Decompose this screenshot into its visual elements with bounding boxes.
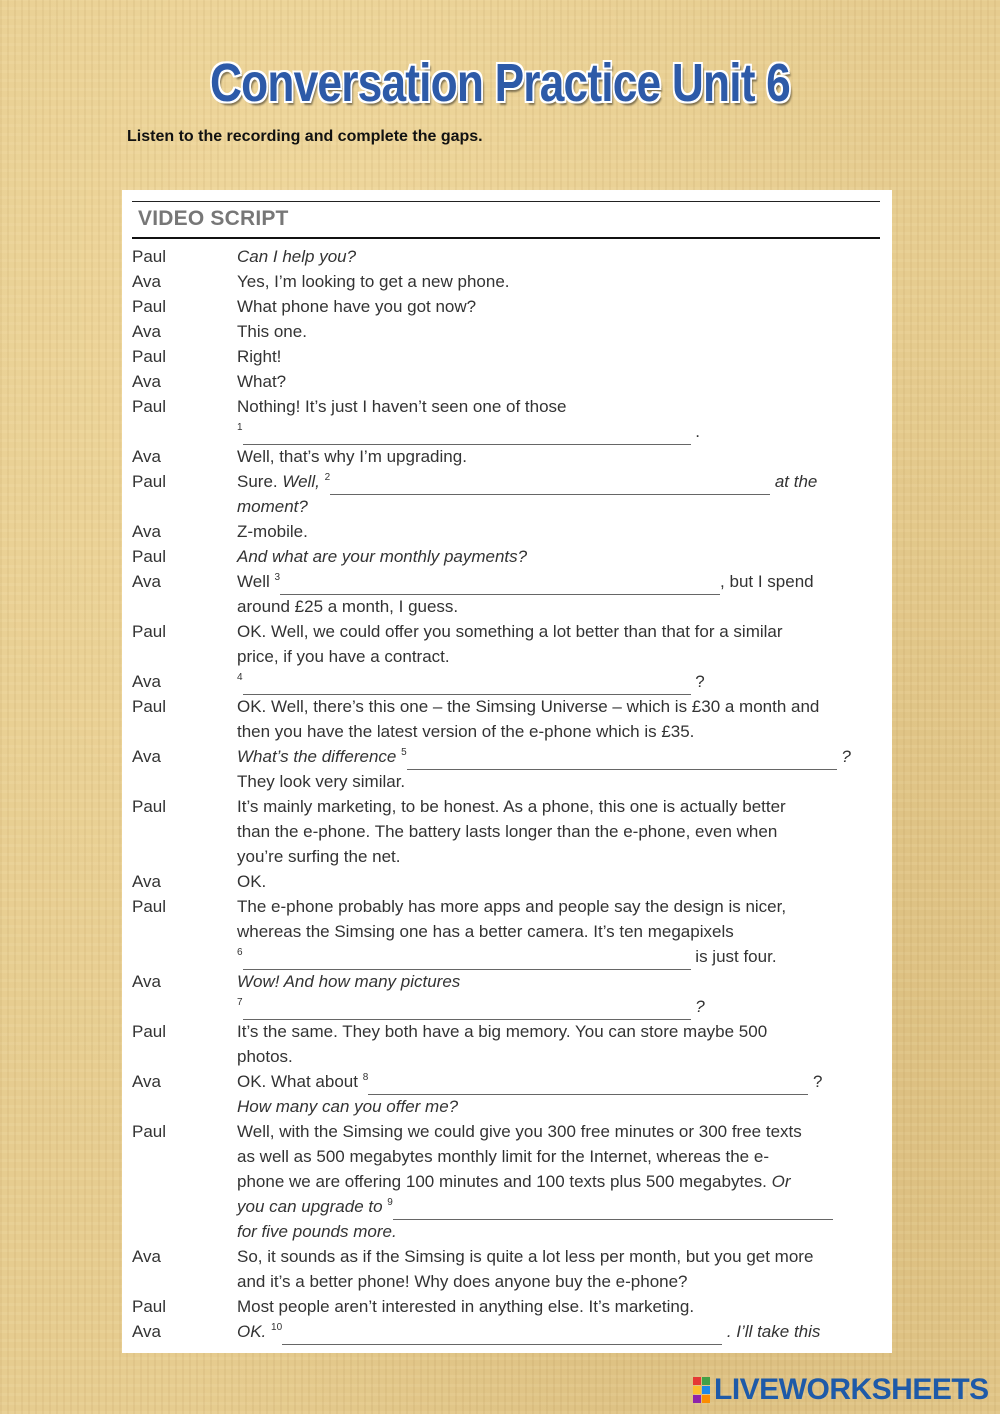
- script-line: [132, 444, 882, 469]
- script-line: [132, 1219, 882, 1244]
- text-segment: price, if you have a contract.: [237, 647, 450, 666]
- script-line: [132, 819, 882, 844]
- script-line: [132, 769, 882, 794]
- text-segment: Well: [237, 572, 275, 591]
- line-text: [237, 969, 460, 994]
- speaker-name: Paul: [132, 297, 167, 316]
- worksheet-panel: [122, 190, 892, 1353]
- script-line: [132, 744, 882, 769]
- instructions: Listen to the recording and complete the gaps.: [127, 128, 483, 145]
- speaker-name: Paul: [132, 1122, 167, 1141]
- gap-number: 5: [401, 747, 407, 758]
- line-text: [237, 394, 567, 419]
- script-line: [132, 569, 882, 594]
- text-segment: photos.: [237, 1047, 293, 1066]
- script-line: [132, 494, 882, 519]
- text-segment: Or: [771, 1172, 791, 1191]
- script-line: [132, 1094, 882, 1119]
- line-text: [237, 444, 467, 469]
- script-line: [132, 619, 882, 644]
- text-segment: What?: [237, 372, 287, 391]
- line-text: [237, 1269, 688, 1294]
- text-segment: ?: [690, 672, 705, 691]
- line-text: [237, 469, 817, 495]
- gap-input-5[interactable]: [407, 751, 837, 770]
- line-text: [237, 819, 777, 844]
- gap-number: 6: [237, 947, 243, 958]
- text-segment: Well, with the Simsing we could give you 300 free minutes or 300 free texts: [237, 1122, 802, 1141]
- line-text: [237, 1219, 397, 1244]
- text-segment: is just four.: [690, 947, 777, 966]
- text-segment: Well, that’s why I’m upgrading.: [237, 447, 467, 466]
- text-segment: OK. What about: [237, 1072, 363, 1091]
- line-text: [237, 994, 705, 1020]
- script-line: [132, 319, 882, 344]
- text-segment: you can upgrade to: [237, 1197, 388, 1216]
- text-segment: .: [690, 422, 701, 441]
- text-segment: then you have the latest version of the e-phone which is £35.: [237, 722, 695, 741]
- speaker-name: Paul: [132, 622, 167, 641]
- line-text: [237, 344, 281, 369]
- script-line: [132, 1269, 882, 1294]
- line-text: [237, 494, 308, 519]
- text-segment: OK.: [237, 872, 267, 891]
- text-segment: Can I help you?: [237, 247, 357, 266]
- line-text: [237, 319, 307, 344]
- line-text: [237, 244, 356, 269]
- speaker-name: Paul: [132, 797, 167, 816]
- line-text: [237, 694, 819, 719]
- text-segment: Yes, I’m looking to get a new phone.: [237, 272, 510, 291]
- text-segment: Well,: [282, 472, 325, 491]
- script-line: [132, 419, 882, 444]
- speaker-name: Ava: [132, 1247, 161, 1266]
- script-line: [132, 994, 882, 1019]
- gap-input-2[interactable]: [330, 476, 770, 495]
- line-text: [237, 894, 786, 919]
- text-segment: ?: [690, 997, 705, 1016]
- script-line: [132, 969, 882, 994]
- speaker-name: Paul: [132, 472, 167, 491]
- gap-input-4[interactable]: [243, 676, 691, 695]
- script-line: [132, 519, 882, 544]
- script-line: [132, 919, 882, 944]
- speaker-name: Paul: [132, 397, 167, 416]
- text-segment: Most people aren’t interested in anything else. It’s marketing.: [237, 1297, 695, 1316]
- text-segment: . I’ll take this: [722, 1322, 821, 1341]
- speaker-name: Paul: [132, 247, 167, 266]
- line-text: [237, 544, 527, 569]
- speaker-name: Ava: [132, 872, 161, 891]
- line-text: [237, 1119, 802, 1144]
- script-line: [132, 944, 882, 969]
- text-segment: around £25 a month, I guess.: [237, 597, 459, 616]
- text-segment: Sure.: [237, 472, 283, 491]
- line-text: [237, 1194, 833, 1220]
- line-text: [237, 269, 510, 294]
- speaker-name: Paul: [132, 897, 167, 916]
- heading-bottom-rule: [132, 237, 880, 239]
- line-text: [237, 1169, 791, 1194]
- line-text: [237, 1094, 458, 1119]
- text-segment: ?: [836, 747, 851, 766]
- script-line: [132, 294, 882, 319]
- script-line: [132, 1319, 882, 1344]
- script-line: [132, 269, 882, 294]
- text-segment: And what are your monthly payments?: [237, 547, 528, 566]
- script-line: [132, 694, 882, 719]
- gap-input-1[interactable]: [243, 426, 691, 445]
- text-segment: What’s the difference: [237, 747, 402, 766]
- text-segment: How many can you offer me?: [237, 1097, 459, 1116]
- text-segment: , but I spend: [720, 572, 814, 591]
- liveworksheets-logo-text: LIVEWORKSHEETS: [714, 1373, 989, 1406]
- line-text: [237, 1144, 769, 1169]
- gap-input-10[interactable]: [282, 1326, 722, 1345]
- script-line: [132, 1069, 882, 1094]
- gap-number: 4: [237, 672, 243, 683]
- speaker-name: Paul: [132, 547, 167, 566]
- speaker-name: Paul: [132, 1297, 167, 1316]
- gap-number: 8: [362, 1072, 369, 1083]
- script-line: [132, 1169, 882, 1194]
- script-line: [132, 894, 882, 919]
- script-line: [132, 369, 882, 394]
- script-line: [132, 469, 882, 494]
- speaker-name: Ava: [132, 322, 161, 341]
- line-text: [237, 944, 777, 970]
- script-line: [132, 1044, 882, 1069]
- speaker-name: Ava: [132, 747, 161, 766]
- text-segment: Right!: [237, 347, 282, 366]
- speaker-name: Paul: [132, 697, 167, 716]
- text-segment: The e-phone probably has more apps and people say the design is nicer,: [237, 897, 787, 916]
- gap-number: 2: [324, 472, 331, 483]
- text-segment: This one.: [237, 322, 307, 341]
- text-segment: you’re surfing the net.: [237, 847, 401, 866]
- script-line: [132, 244, 882, 269]
- gap-input-3[interactable]: [280, 576, 720, 595]
- gap-number: 10: [271, 1322, 283, 1333]
- line-text: [237, 1019, 767, 1044]
- script-line: [132, 719, 882, 744]
- line-text: [237, 294, 476, 319]
- line-text: [237, 869, 266, 894]
- liveworksheets-logo[interactable]: [693, 1373, 989, 1407]
- line-text: [237, 644, 450, 669]
- script-line: [132, 1194, 882, 1219]
- video-script-heading: VIDEO SCRIPT: [138, 207, 289, 230]
- line-text: [237, 1319, 820, 1345]
- line-text: [237, 1044, 293, 1069]
- text-segment: as well as 500 megabytes monthly limit for the Internet, whereas the e-: [237, 1147, 769, 1166]
- script-line: [132, 1019, 882, 1044]
- gap-input-6[interactable]: [243, 951, 691, 970]
- text-segment: and it’s a better phone! Why does anyone buy the e-phone?: [237, 1272, 688, 1291]
- gap-number: 3: [274, 572, 281, 583]
- text-segment: phone we are offering 100 minutes and 100 texts plus 500 megabytes.: [237, 1172, 772, 1191]
- text-segment: whereas the Simsing one has a better camera. It’s ten megapixels: [237, 922, 734, 941]
- speaker-name: Ava: [132, 272, 161, 291]
- text-segment: for five pounds more.: [237, 1222, 397, 1241]
- script-line: [132, 1144, 882, 1169]
- script-line: [132, 1119, 882, 1144]
- text-segment: It’s the same. They both have a big memory. You can store maybe 500: [237, 1022, 768, 1041]
- speaker-name: Paul: [132, 1022, 167, 1041]
- text-segment: OK. Well, we could offer you something a lot better than that for a similar: [237, 622, 783, 641]
- line-text: [237, 744, 851, 770]
- script-line: [132, 869, 882, 894]
- speaker-name: Paul: [132, 347, 167, 366]
- line-text: [237, 1069, 822, 1095]
- line-text: [237, 919, 734, 944]
- text-segment: ?: [808, 1072, 823, 1091]
- speaker-name: Ava: [132, 372, 161, 391]
- line-text: [237, 569, 814, 595]
- heading-top-rule: [132, 201, 880, 202]
- script-line: [132, 394, 882, 419]
- speaker-name: Ava: [132, 972, 161, 991]
- script-line: [132, 344, 882, 369]
- speaker-name: Ava: [132, 447, 161, 466]
- text-segment: moment?: [237, 497, 308, 516]
- text-segment: They look very similar.: [237, 772, 406, 791]
- text-segment: than the e-phone. The battery lasts longer than the e-phone, even when: [237, 822, 778, 841]
- script-line: [132, 669, 882, 694]
- speaker-name: Ava: [132, 1322, 161, 1341]
- script-line: [132, 1294, 882, 1319]
- script-line: [132, 544, 882, 569]
- script-line: [132, 794, 882, 819]
- line-text: [237, 594, 458, 619]
- gap-input-8[interactable]: [368, 1076, 808, 1095]
- line-text: [237, 1244, 813, 1269]
- line-text: [237, 419, 700, 445]
- text-segment: OK.: [237, 1322, 272, 1341]
- line-text: [237, 719, 694, 744]
- script-lines: [132, 244, 882, 1344]
- line-text: [237, 844, 400, 869]
- script-line: [132, 644, 882, 669]
- speaker-name: Ava: [132, 672, 161, 691]
- speaker-name: Ava: [132, 522, 161, 541]
- text-segment: What phone have you got now?: [237, 297, 477, 316]
- script-line: [132, 594, 882, 619]
- gap-input-9[interactable]: [393, 1201, 833, 1220]
- gap-input-7[interactable]: [243, 1001, 691, 1020]
- line-text: [237, 619, 783, 644]
- speaker-name: Ava: [132, 572, 161, 591]
- script-line: [132, 844, 882, 869]
- page-title: Conversation Practice Unit 6: [210, 53, 790, 113]
- script-line: [132, 1244, 882, 1269]
- line-text: [237, 1294, 694, 1319]
- text-segment: OK. Well, there’s this one – the Simsing Universe – which is £30 a month and: [237, 697, 820, 716]
- gap-number: 9: [387, 1197, 393, 1208]
- gap-number: 1: [237, 422, 243, 433]
- line-text: [237, 519, 308, 544]
- speaker-name: Ava: [132, 1072, 161, 1091]
- line-text: [237, 369, 286, 394]
- text-segment: Z-mobile.: [237, 522, 308, 541]
- text-segment: Nothing! It’s just I haven’t seen one of those: [237, 397, 567, 416]
- gap-number: 7: [237, 997, 243, 1008]
- text-segment: So, it sounds as if the Simsing is quite a lot less per month, but you get more: [237, 1247, 814, 1266]
- line-text: [237, 669, 705, 695]
- liveworksheets-logo-icon: [693, 1377, 711, 1403]
- line-text: [237, 769, 405, 794]
- text-segment: at the: [770, 472, 818, 491]
- text-segment: Wow! And how many pictures: [237, 972, 461, 991]
- text-segment: It’s mainly marketing, to be honest. As a phone, this one is actually better: [237, 797, 786, 816]
- line-text: [237, 794, 786, 819]
